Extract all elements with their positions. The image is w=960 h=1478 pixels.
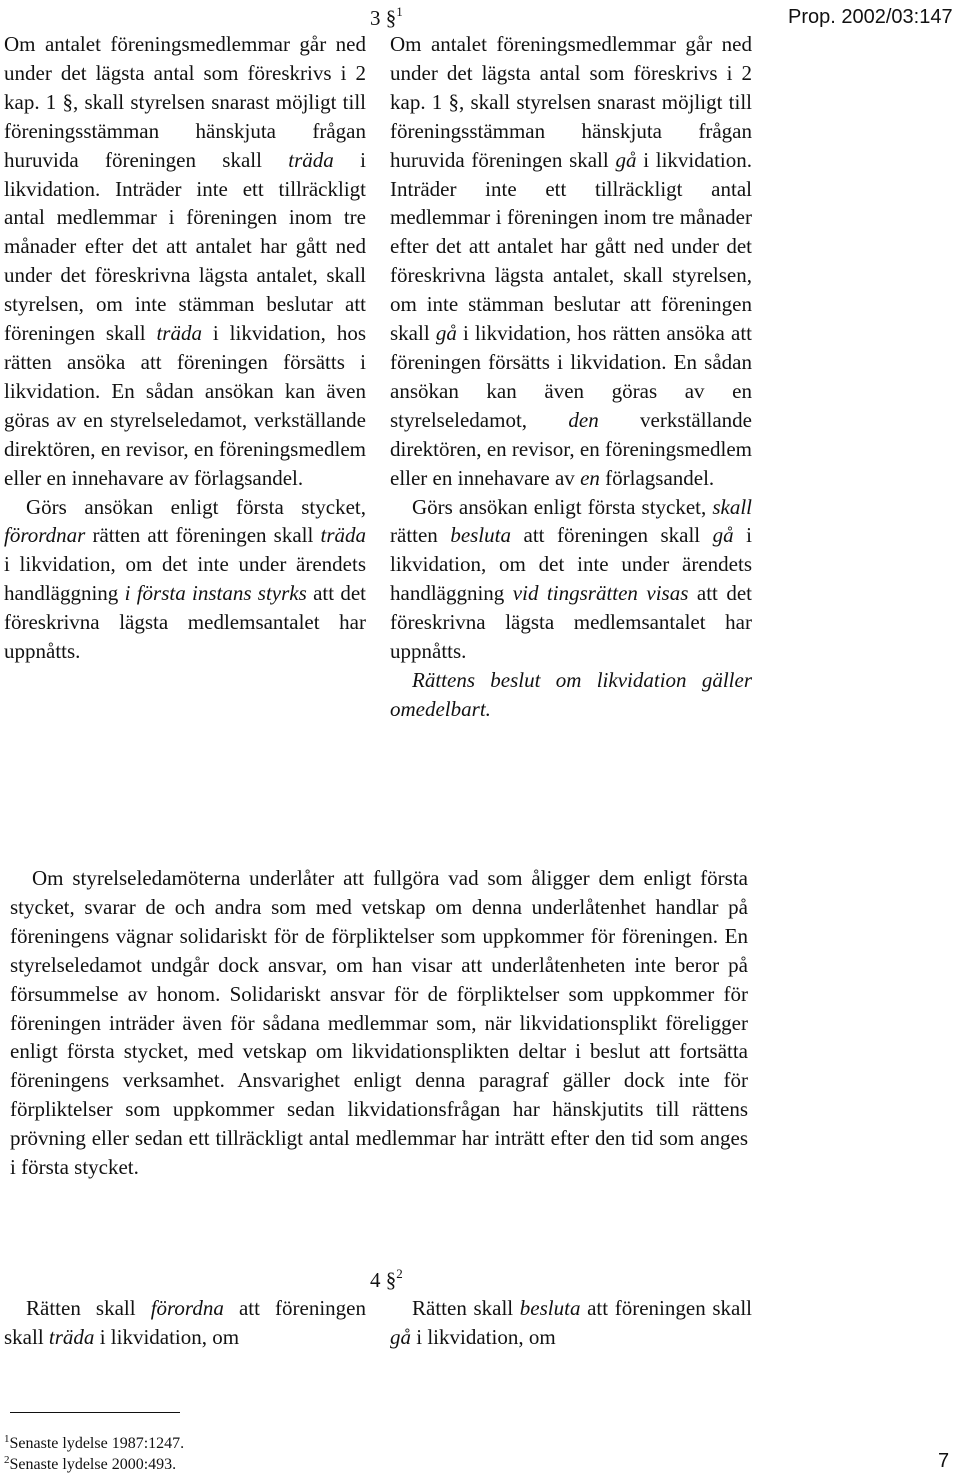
section-3-proposed-paragraph-3: Rättens beslut om likvidation gäller omedelbart. [390, 667, 752, 721]
section-3-current-paragraph-2: Görs ansökan enligt första stycket, förordnar rätten att föreningen skall träda i likvidation, om det inte under ärendets handläggning i första instans styrks att det föreskrivna lägsta medlemsantalet har uppnåtts. [4, 494, 366, 664]
section-3-current-text [4, 30, 366, 666]
footnote-2 [4, 1450, 176, 1475]
footnote-2-text: Senaste lydelse 2000:493. [9, 1456, 177, 1473]
section-4-current-paragraph: Rätten skall förordna att föreningen skall träda i likvidation, om [4, 1296, 366, 1349]
footnote-2-number: 2 [4, 1454, 10, 1466]
section-3-common-paragraph: Om styrelseledamöterna underlåter att fullgöra vad som åligger dem enligt första stycket, svarar de och andra som med vetskap om denna underlåtenhet handlar på föreningens vägnar solidariskt för de förpliktelser som uppkommer för föreningen. En styrelseledamot undgår dock ansvar, om han visar att underlåtenheten inte beror på försummelse av honom. Solidariskt ansvar för de förpliktelser som uppkommer för föreningen inträder även för sådana medlemmar som, när likvidationsplikt föreligger enligt första stycket, med vetskap om likvidationsplikten deltar i beslut att fortsätta föreningens verksamhet. Ansvarighet enligt denna paragraf gäller dock inte för förpliktelser som uppkommer sedan likvidationsfrågan har hänskjutits till rättens prövning eller sedan ett tillräckligt antal medlemmar har inträtt efter den tid som anges i första stycket. [10, 866, 748, 1180]
footnote-1-number: 1 [4, 1433, 10, 1445]
footnote-divider [10, 1412, 180, 1413]
section-3-heading [370, 4, 403, 31]
section-4-heading [370, 1266, 403, 1293]
section-3-number: 3 § [370, 6, 397, 30]
section-4-number: 4 § [370, 1268, 397, 1292]
footnote-ref-2: 2 [396, 1266, 403, 1281]
section-3-common-text [10, 864, 748, 1182]
section-4-proposed-paragraph: Rätten skall besluta att föreningen skall gå i likvidation, om [390, 1296, 752, 1349]
page-number: 7 [938, 1450, 950, 1472]
proposition-label: Prop. 2002/03:147 [788, 6, 953, 28]
footnote-ref-1: 1 [396, 4, 403, 19]
footnote-1-text: Senaste lydelse 1987:1247. [9, 1435, 185, 1452]
section-4-proposed-text [390, 1294, 752, 1352]
section-3-current-paragraph-1: Om antalet föreningsmedlemmar går ned under det lägsta antal som föreskrivs i 2 kap. 1 §, skall styrelsen snarast möjligt till föreningsstämman hänskjuta frågan huruvida föreningen skall träda i likvidation. Inträder inte ett tillräckligt antal medlemmar i föreningen inom tre månader efter det att antalet har gått ned under det föreskrivna lägsta antalet, skall styrelsen, om inte stämman beslutar att föreningen skall träda i likvidation, hos rätten ansöka att föreningen försätts i likvidation. En sådan ansökan kan även göras av en styrelseledamot, verkställande direktören, en revisor, en föreningsmedlem eller en innehavare av förlagsandel. [4, 32, 366, 490]
section-3-proposed-paragraph-2: Görs ansökan enligt första stycket, skall rätten besluta att föreningen skall gå i likvidation, om det inte under ärendets handläggning vid tingsrätten visas att det föreskrivna lägsta medlemsantalet har uppnåtts. [390, 494, 752, 664]
section-3-proposed-paragraph-1: Om antalet föreningsmedlemmar går ned under det lägsta antal som föreskrivs i 2 kap. 1 §, skall styrelsen snarast möjligt till föreningsstämman hänskjuta frågan huruvida föreningen skall gå i likvidation. Inträder inte ett tillräckligt antal medlemmar i föreningen inom tre månader efter det att antalet har gått ned under det föreskrivna lägsta antalet, skall styrelsen, om inte stämman beslutar att föreningen skall gå i likvidation, hos rätten ansöka att föreningen försätts i likvidation. En sådan ansökan kan även göras av en styrelseledamot, den verkställande direktören, en revisor, en föreningsmedlem eller en innehavare av en förlagsandel. [390, 32, 753, 490]
section-4-current-text [4, 1294, 366, 1352]
section-3-proposed-text [390, 30, 752, 724]
